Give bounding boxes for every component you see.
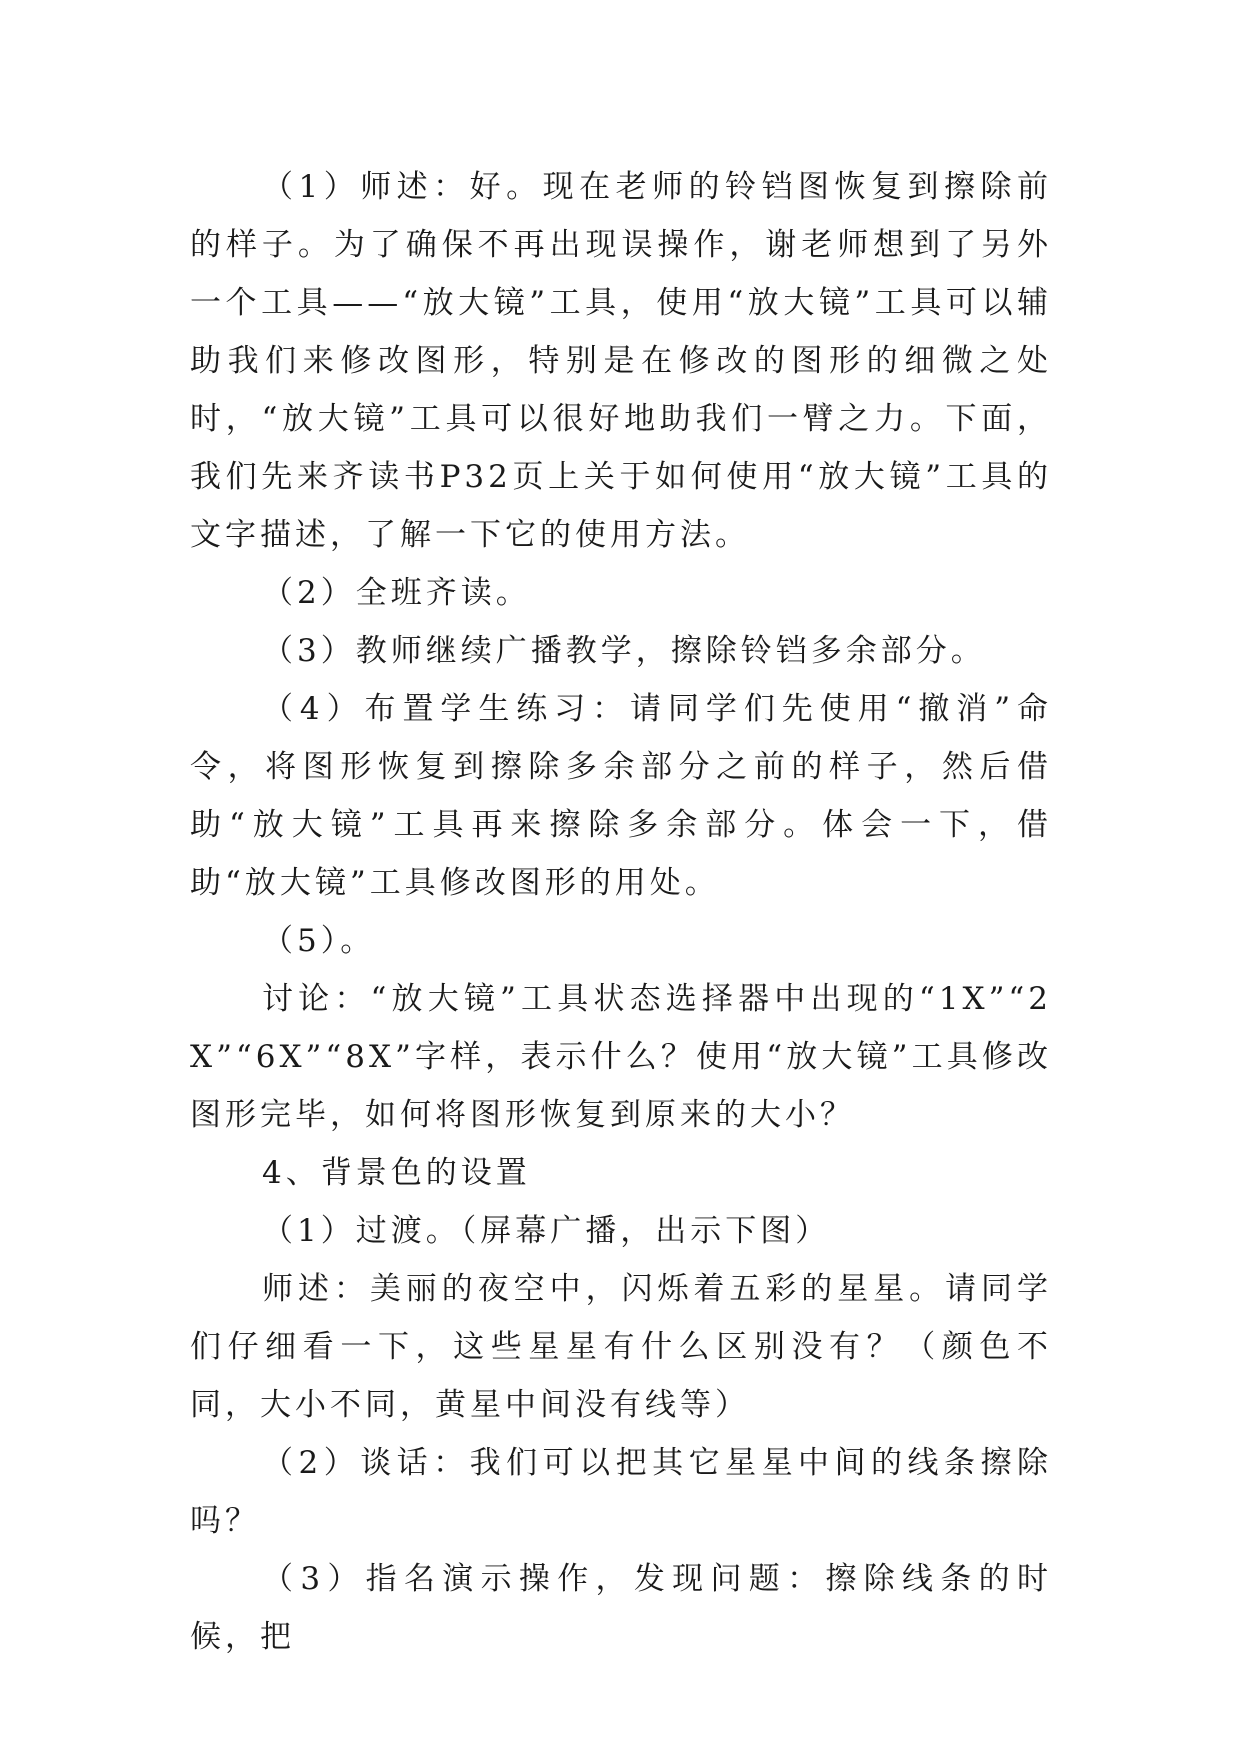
- paragraph-student-exercise: （4）布置学生练习：请同学们先使用“撤消”命令，将图形恢复到擦除多余部分之前的样子，然后借助“放大镜”工具再来擦除多余部分。体会一下，借助“放大镜”工具修改图形的用处。: [190, 691, 1052, 901]
- paragraph-class-read: （2）全班齐读。: [262, 575, 531, 611]
- paragraph-discussion: 讨论：“放大镜”工具状态选择器中出现的“1X”“2X”“6X”“8X”字样，表示什么？使用“放大镜”工具修改图形完毕，如何将图形恢复到原来的大小？: [190, 981, 1052, 1133]
- paragraph-conversation: （2）谈话：我们可以把其它星星中间的线条擦除吗？: [190, 1445, 1052, 1539]
- paragraph-night-sky-narration: 师述：美丽的夜空中，闪烁着五彩的星星。请同学们仔细看一下，这些星星有什么区别没有？（颜色不同，大小不同，黄星中间没有线等）: [190, 1271, 1052, 1423]
- section-heading-background-color: 4、背景色的设置: [262, 1155, 531, 1191]
- paragraph-step-5: （5）。: [262, 923, 376, 959]
- paragraph-teacher-broadcast: （3）教师继续广播教学，擦除铃铛多余部分。: [262, 633, 986, 669]
- paragraph-demonstration: （3）指名演示操作，发现问题：擦除线条的时候，把: [190, 1561, 1052, 1655]
- document-page: [190, 158, 1052, 1666]
- paragraph-transition: （1）过渡。（屏幕广播，出示下图）: [262, 1213, 831, 1249]
- paragraph-teacher-narration-magnifier: （1）师述：好。现在老师的铃铛图恢复到擦除前的样子。为了确保不再出现误操作，谢老师想到了另外一个工具——“放大镜”工具，使用“放大镜”工具可以辅助我们来修改图形，特别是在修改的图形的细微之处时，“放大镜”工具可以很好地助我们一臂之力。下面，我们先来齐读书P32页上关于如何使用“放大镜”工具的文字描述，了解一下它的使用方法。: [190, 169, 1052, 553]
